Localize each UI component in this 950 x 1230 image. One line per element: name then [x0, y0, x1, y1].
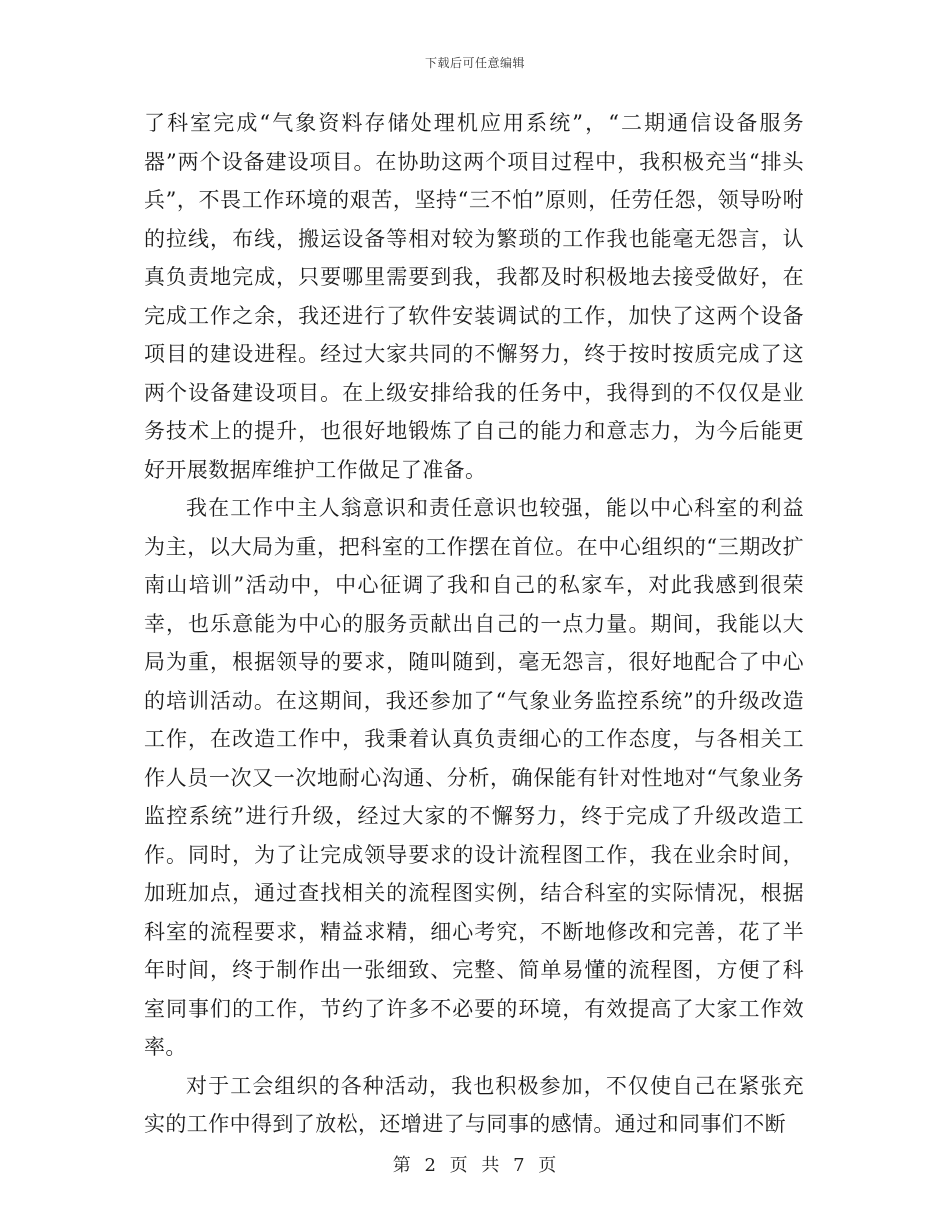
document-body — [144, 104, 804, 1144]
paragraph-3: 对于工会组织的各种活动，我也积极参加，不仅使自己在紧张充实的工作中得到了放松，还增进了与同事的感情。通过和同事们不断 — [144, 1073, 804, 1136]
paragraph-1: 了科室完成“气象资料存储处理机应用系统”，“二期通信设备服务器”两个设备建设项目。在协助这两个项目过程中，我积极充当“排头兵”，不畏工作环境的艰苦，坚持“三不怕”原则，任劳任怨，领导吩咐的拉线，布线，搬运设备等相对较为繁琐的工作我也能毫无怨言，认真负责地完成，只要哪里需要到我，我都及时积极地去接受做好，在完成工作之余，我还进行了软件安装调试的工作，加快了这两个设备项目的建设进程。经过大家共同的不懈努力，终于按时按质完成了这两个设备建设项目。在上级安排给我的任务中，我得到的不仅仅是业务技术上的提升，也很好地锻炼了自己的能力和意志力，为今后能更好开展数据库维护工作做足了准备。 — [144, 111, 804, 482]
paragraph-2: 我在工作中主人翁意识和责任意识也较强，能以中心科室的利益为主，以大局为重，把科室的工作摆在首位。在中心组织的“三期改扩南山培训”活动中，中心征调了我和自己的私家车，对此我感到很荣幸，也乐意能为中心的服务贡献出自己的一点力量。期间，我能以大局为重，根据领导的要求，随叫随到，毫无怨言，很好地配合了中心的培训活动。在这期间，我还参加了“气象业务监控系统”的升级改造工作，在改造工作中，我秉着认真负责细心的工作态度，与各相关工作人员一次又一次地耐心沟通、分析，确保能有针对性地对“气象业务监控系统”进行升级，经过大家的不懈努力，终于完成了升级改造工作。同时，为了让完成领导要求的设计流程图工作，我在业余时间，加班加点，通过查找相关的流程图实例，结合科室的实际情况，根据科室的流程要求，精益求精，细心考究，不断地修改和完善，花了半年时间，终于制作出一张细致、完整、简单易懂的流程图，方便了科室同事们的工作，节约了许多不必要的环境，有效提高了大家工作效率。 — [144, 496, 804, 1059]
page-header: 下载后可任意编辑 — [424, 56, 525, 70]
page-number-footer: 第 2 页 共 7 页 — [392, 1155, 558, 1176]
